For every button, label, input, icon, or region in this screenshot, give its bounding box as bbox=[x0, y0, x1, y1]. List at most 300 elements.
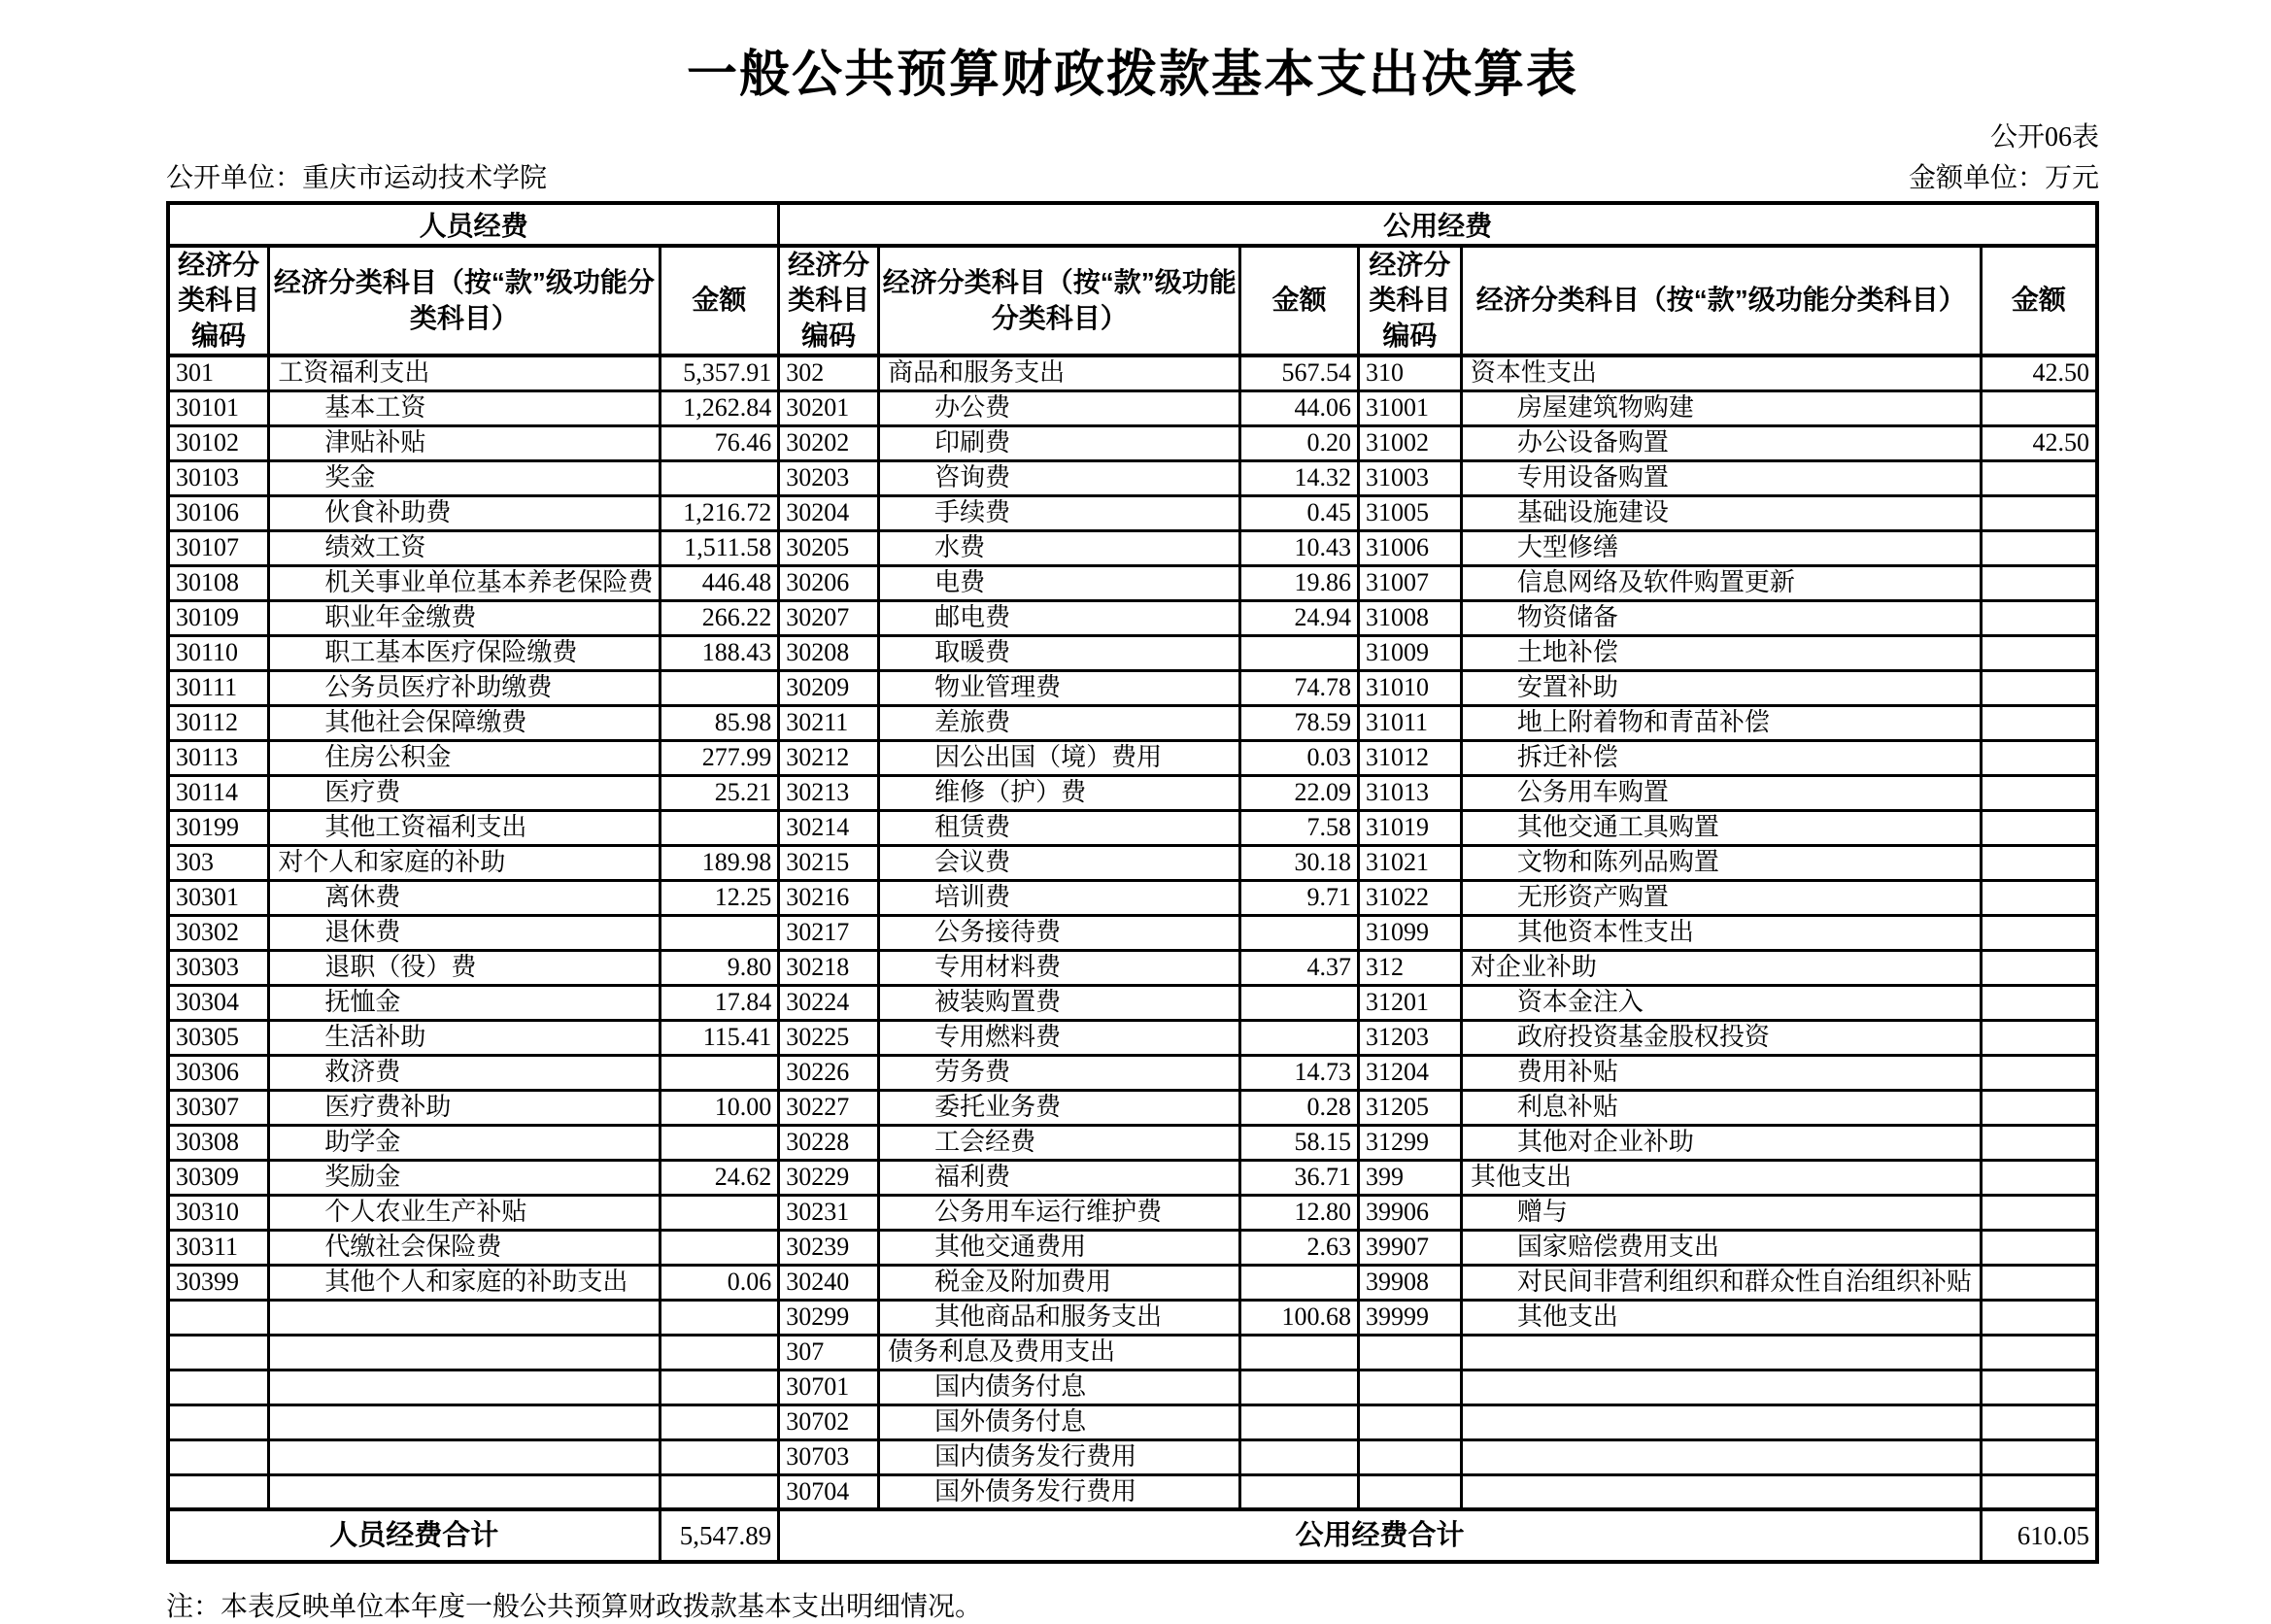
code-cell: 31001 bbox=[1359, 390, 1462, 425]
subject-cell: 维修（护）费 bbox=[879, 775, 1240, 810]
public-total-label: 公用经费合计 bbox=[779, 1509, 1981, 1562]
code-cell: 31021 bbox=[1359, 845, 1462, 880]
code-cell bbox=[1359, 1439, 1462, 1474]
code-cell: 30216 bbox=[779, 880, 879, 915]
col-header-amount-3: 金额 bbox=[1981, 246, 2097, 355]
subject-cell: 其他支出 bbox=[1461, 1160, 1981, 1195]
code-cell: 30227 bbox=[779, 1090, 879, 1125]
code-cell: 31003 bbox=[1359, 460, 1462, 495]
table-row bbox=[168, 1439, 2097, 1474]
code-cell: 30109 bbox=[168, 600, 269, 635]
amount-cell: 2.63 bbox=[1240, 1230, 1359, 1265]
code-cell: 30208 bbox=[779, 635, 879, 670]
subject-cell: 大型修缮 bbox=[1461, 530, 1981, 565]
code-cell: 31006 bbox=[1359, 530, 1462, 565]
subject-cell: 专用燃料费 bbox=[879, 1020, 1240, 1055]
code-cell: 30217 bbox=[779, 915, 879, 950]
subject-cell bbox=[269, 1404, 660, 1439]
subject-cell: 个人农业生产补贴 bbox=[269, 1195, 660, 1230]
code-cell: 31019 bbox=[1359, 810, 1462, 845]
subject-cell: 公务用车购置 bbox=[1461, 775, 1981, 810]
amount-cell bbox=[660, 1404, 779, 1439]
subject-cell: 对个人和家庭的补助 bbox=[269, 845, 660, 880]
code-cell: 30103 bbox=[168, 460, 269, 495]
code-cell: 31002 bbox=[1359, 425, 1462, 460]
amount-cell: 0.06 bbox=[660, 1265, 779, 1300]
code-cell: 30240 bbox=[779, 1265, 879, 1300]
amount-cell: 85.98 bbox=[660, 705, 779, 740]
code-cell: 30101 bbox=[168, 390, 269, 425]
code-cell bbox=[1359, 1404, 1462, 1439]
code-cell: 30218 bbox=[779, 950, 879, 985]
table-row bbox=[168, 670, 2097, 705]
amount-cell bbox=[1981, 1370, 2097, 1404]
amount-cell: 9.80 bbox=[660, 950, 779, 985]
subject-cell: 电费 bbox=[879, 565, 1240, 600]
subject-cell: 住房公积金 bbox=[269, 740, 660, 775]
report-sheet bbox=[166, 0, 2099, 1624]
amount-cell: 0.20 bbox=[1240, 425, 1359, 460]
amount-cell: 4.37 bbox=[1240, 950, 1359, 985]
code-cell: 39906 bbox=[1359, 1195, 1462, 1230]
public-total-amount: 610.05 bbox=[1981, 1509, 2097, 1562]
expenditure-table bbox=[166, 201, 2099, 1564]
subject-cell: 委托业务费 bbox=[879, 1090, 1240, 1125]
amount-cell bbox=[1240, 1404, 1359, 1439]
code-cell: 31012 bbox=[1359, 740, 1462, 775]
subject-cell: 政府投资基金股权投资 bbox=[1461, 1020, 1981, 1055]
amount-cell: 266.22 bbox=[660, 600, 779, 635]
subject-cell: 赠与 bbox=[1461, 1195, 1981, 1230]
amount-cell bbox=[1981, 985, 2097, 1020]
code-cell: 30213 bbox=[779, 775, 879, 810]
code-cell: 307 bbox=[779, 1335, 879, 1370]
code-cell: 31201 bbox=[1359, 985, 1462, 1020]
amount-cell bbox=[1981, 1160, 2097, 1195]
subject-cell bbox=[269, 1474, 660, 1509]
table-number: 公开06表 bbox=[1989, 122, 2099, 152]
code-cell: 30306 bbox=[168, 1055, 269, 1090]
subject-cell: 国内债务付息 bbox=[879, 1370, 1240, 1404]
subject-cell: 其他工资福利支出 bbox=[269, 810, 660, 845]
amount-cell bbox=[1240, 915, 1359, 950]
amount-cell bbox=[1981, 1055, 2097, 1090]
table-row bbox=[168, 1090, 2097, 1125]
code-cell: 30305 bbox=[168, 1020, 269, 1055]
table-row bbox=[168, 1020, 2097, 1055]
subject-cell bbox=[1461, 1370, 1981, 1404]
subject-cell: 劳务费 bbox=[879, 1055, 1240, 1090]
amount-cell: 24.94 bbox=[1240, 600, 1359, 635]
code-cell: 30108 bbox=[168, 565, 269, 600]
subject-cell: 国外债务付息 bbox=[879, 1404, 1240, 1439]
subject-cell: 公务接待费 bbox=[879, 915, 1240, 950]
code-cell: 30206 bbox=[779, 565, 879, 600]
code-cell: 30112 bbox=[168, 705, 269, 740]
amount-cell: 446.48 bbox=[660, 565, 779, 600]
total-row bbox=[168, 1509, 2097, 1562]
subject-cell: 利息补贴 bbox=[1461, 1090, 1981, 1125]
amount-cell: 0.45 bbox=[1240, 495, 1359, 530]
table-row bbox=[168, 495, 2097, 530]
meta-row bbox=[166, 156, 2099, 195]
subject-cell: 国外债务发行费用 bbox=[879, 1474, 1240, 1509]
code-cell bbox=[168, 1300, 269, 1335]
amount-cell bbox=[660, 1474, 779, 1509]
code-cell: 30304 bbox=[168, 985, 269, 1020]
amount-cell: 277.99 bbox=[660, 740, 779, 775]
amount-cell bbox=[660, 670, 779, 705]
code-cell: 30239 bbox=[779, 1230, 879, 1265]
table-row bbox=[168, 950, 2097, 985]
subject-cell: 资本金注入 bbox=[1461, 985, 1981, 1020]
subject-cell bbox=[1461, 1439, 1981, 1474]
amount-cell: 42.50 bbox=[1981, 425, 2097, 460]
subject-cell: 离休费 bbox=[269, 880, 660, 915]
subject-cell: 办公费 bbox=[879, 390, 1240, 425]
subject-cell: 土地补偿 bbox=[1461, 635, 1981, 670]
amount-cell: 42.50 bbox=[1981, 355, 2097, 390]
amount-cell bbox=[660, 915, 779, 950]
amount-cell: 78.59 bbox=[1240, 705, 1359, 740]
amount-cell bbox=[1240, 1335, 1359, 1370]
col-header-amount-2: 金额 bbox=[1240, 246, 1359, 355]
table-row bbox=[168, 775, 2097, 810]
subject-cell: 其他社会保障缴费 bbox=[269, 705, 660, 740]
code-cell: 303 bbox=[168, 845, 269, 880]
amount-cell: 1,511.58 bbox=[660, 530, 779, 565]
subject-cell: 代缴社会保险费 bbox=[269, 1230, 660, 1265]
subject-cell: 其他交通工具购置 bbox=[1461, 810, 1981, 845]
subject-cell: 其他个人和家庭的补助支出 bbox=[269, 1265, 660, 1300]
amount-cell: 0.03 bbox=[1240, 740, 1359, 775]
amount-cell: 188.43 bbox=[660, 635, 779, 670]
code-cell: 30211 bbox=[779, 705, 879, 740]
subject-cell: 手续费 bbox=[879, 495, 1240, 530]
table-row bbox=[168, 1195, 2097, 1230]
code-cell bbox=[168, 1370, 269, 1404]
code-cell: 30205 bbox=[779, 530, 879, 565]
amount-cell bbox=[1981, 390, 2097, 425]
subject-cell: 其他交通费用 bbox=[879, 1230, 1240, 1265]
subject-cell: 退休费 bbox=[269, 915, 660, 950]
code-cell: 30102 bbox=[168, 425, 269, 460]
amount-cell bbox=[1240, 1020, 1359, 1055]
col-header-amount-1: 金额 bbox=[660, 246, 779, 355]
code-cell: 30203 bbox=[779, 460, 879, 495]
code-cell: 30701 bbox=[779, 1370, 879, 1404]
subject-cell: 绩效工资 bbox=[269, 530, 660, 565]
column-header-row bbox=[168, 246, 2097, 355]
table-row bbox=[168, 1265, 2097, 1300]
code-cell bbox=[168, 1404, 269, 1439]
subject-cell: 因公出国（境）费用 bbox=[879, 740, 1240, 775]
code-cell: 30303 bbox=[168, 950, 269, 985]
subject-cell: 办公设备购置 bbox=[1461, 425, 1981, 460]
amount-cell bbox=[1981, 810, 2097, 845]
subject-cell: 职业年金缴费 bbox=[269, 600, 660, 635]
code-cell: 30704 bbox=[779, 1474, 879, 1509]
table-row bbox=[168, 1160, 2097, 1195]
amount-cell bbox=[1240, 1474, 1359, 1509]
amount-cell bbox=[660, 1125, 779, 1160]
table-row bbox=[168, 1370, 2097, 1404]
code-cell: 30399 bbox=[168, 1265, 269, 1300]
subject-cell: 资本性支出 bbox=[1461, 355, 1981, 390]
amount-cell: 567.54 bbox=[1240, 355, 1359, 390]
amount-cell bbox=[1981, 880, 2097, 915]
amount-cell bbox=[1981, 670, 2097, 705]
code-cell: 30224 bbox=[779, 985, 879, 1020]
amount-cell bbox=[1981, 845, 2097, 880]
subject-cell: 医疗费补助 bbox=[269, 1090, 660, 1125]
subject-cell: 公务用车运行维护费 bbox=[879, 1195, 1240, 1230]
amount-cell bbox=[660, 1439, 779, 1474]
subject-cell: 其他对企业补助 bbox=[1461, 1125, 1981, 1160]
table-row bbox=[168, 1300, 2097, 1335]
code-cell: 30209 bbox=[779, 670, 879, 705]
amount-cell: 17.84 bbox=[660, 985, 779, 1020]
code-cell: 30229 bbox=[779, 1160, 879, 1195]
code-cell: 399 bbox=[1359, 1160, 1462, 1195]
amount-cell: 9.71 bbox=[1240, 880, 1359, 915]
amount-cell: 12.25 bbox=[660, 880, 779, 915]
subject-cell: 抚恤金 bbox=[269, 985, 660, 1020]
amount-cell: 5,357.91 bbox=[660, 355, 779, 390]
table-row bbox=[168, 565, 2097, 600]
table-body bbox=[168, 355, 2097, 1509]
amount-cell bbox=[660, 1230, 779, 1265]
subject-cell: 印刷费 bbox=[879, 425, 1240, 460]
amount-cell bbox=[1981, 915, 2097, 950]
subject-cell: 其他资本性支出 bbox=[1461, 915, 1981, 950]
table-row bbox=[168, 425, 2097, 460]
subject-cell: 地上附着物和青苗补偿 bbox=[1461, 705, 1981, 740]
code-cell: 301 bbox=[168, 355, 269, 390]
subject-cell: 其他支出 bbox=[1461, 1300, 1981, 1335]
amount-cell bbox=[1981, 460, 2097, 495]
subject-cell: 邮电费 bbox=[879, 600, 1240, 635]
code-cell: 30201 bbox=[779, 390, 879, 425]
subject-cell bbox=[269, 1370, 660, 1404]
footnote: 注：本表反映单位本年度一般公共预算财政拨款基本支出明细情况。 bbox=[166, 1592, 983, 1623]
amount-cell bbox=[660, 1195, 779, 1230]
amount-cell bbox=[1240, 1439, 1359, 1474]
amount-cell bbox=[660, 1300, 779, 1335]
code-cell: 30309 bbox=[168, 1160, 269, 1195]
subject-cell: 生活补助 bbox=[269, 1020, 660, 1055]
amount-cell: 10.43 bbox=[1240, 530, 1359, 565]
amount-cell: 7.58 bbox=[1240, 810, 1359, 845]
amount-cell bbox=[1981, 705, 2097, 740]
subject-cell: 对民间非营利组织和群众性自治组织补贴 bbox=[1461, 1265, 1981, 1300]
subject-cell: 公务员医疗补助缴费 bbox=[269, 670, 660, 705]
table-row bbox=[168, 390, 2097, 425]
amount-cell: 24.62 bbox=[660, 1160, 779, 1195]
page-title: 一般公共预算财政拨款基本支出决算表 bbox=[686, 47, 1578, 103]
subject-cell: 奖金 bbox=[269, 460, 660, 495]
subject-cell: 工会经费 bbox=[879, 1125, 1240, 1160]
code-cell: 30299 bbox=[779, 1300, 879, 1335]
amount-cell: 100.68 bbox=[1240, 1300, 1359, 1335]
subject-cell: 医疗费 bbox=[269, 775, 660, 810]
section-header-row bbox=[168, 203, 2097, 246]
subject-cell bbox=[1461, 1474, 1981, 1509]
amount-unit: 金额单位：万元 bbox=[1908, 163, 2099, 193]
table-row bbox=[168, 985, 2097, 1020]
code-cell: 30110 bbox=[168, 635, 269, 670]
code-cell: 31204 bbox=[1359, 1055, 1462, 1090]
subject-cell: 基础设施建设 bbox=[1461, 495, 1981, 530]
table-row bbox=[168, 1404, 2097, 1439]
subject-cell: 税金及附加费用 bbox=[879, 1265, 1240, 1300]
subject-cell: 信息网络及软件购置更新 bbox=[1461, 565, 1981, 600]
amount-cell: 44.06 bbox=[1240, 390, 1359, 425]
amount-cell: 36.71 bbox=[1240, 1160, 1359, 1195]
subject-cell bbox=[1461, 1404, 1981, 1439]
table-row bbox=[168, 810, 2097, 845]
amount-cell: 76.46 bbox=[660, 425, 779, 460]
code-cell: 30302 bbox=[168, 915, 269, 950]
amount-cell bbox=[1981, 1474, 2097, 1509]
code-cell bbox=[168, 1474, 269, 1509]
subject-cell: 培训费 bbox=[879, 880, 1240, 915]
code-cell: 31299 bbox=[1359, 1125, 1462, 1160]
code-cell: 30113 bbox=[168, 740, 269, 775]
code-cell: 30301 bbox=[168, 880, 269, 915]
subject-cell bbox=[1461, 1335, 1981, 1370]
subject-cell: 伙食补助费 bbox=[269, 495, 660, 530]
code-cell: 31099 bbox=[1359, 915, 1462, 950]
code-cell: 30199 bbox=[168, 810, 269, 845]
code-cell: 30702 bbox=[779, 1404, 879, 1439]
amount-cell: 12.80 bbox=[1240, 1195, 1359, 1230]
subject-cell: 商品和服务支出 bbox=[879, 355, 1240, 390]
amount-cell: 58.15 bbox=[1240, 1125, 1359, 1160]
code-cell: 30308 bbox=[168, 1125, 269, 1160]
code-cell: 30703 bbox=[779, 1439, 879, 1474]
code-cell bbox=[168, 1335, 269, 1370]
subject-cell: 专用设备购置 bbox=[1461, 460, 1981, 495]
code-cell: 31008 bbox=[1359, 600, 1462, 635]
table-row bbox=[168, 1125, 2097, 1160]
disclosing-unit: 公开单位：重庆市运动技术学院 bbox=[166, 163, 548, 193]
subject-cell: 基本工资 bbox=[269, 390, 660, 425]
amount-cell: 115.41 bbox=[660, 1020, 779, 1055]
code-cell: 31010 bbox=[1359, 670, 1462, 705]
code-cell: 30307 bbox=[168, 1090, 269, 1125]
amount-cell: 22.09 bbox=[1240, 775, 1359, 810]
code-cell: 312 bbox=[1359, 950, 1462, 985]
subject-cell: 物业管理费 bbox=[879, 670, 1240, 705]
amount-cell bbox=[1981, 775, 2097, 810]
table-row bbox=[168, 530, 2097, 565]
code-cell: 31011 bbox=[1359, 705, 1462, 740]
subject-cell bbox=[269, 1335, 660, 1370]
amount-cell bbox=[1981, 1125, 2097, 1160]
code-cell: 30214 bbox=[779, 810, 879, 845]
amount-cell bbox=[1240, 1265, 1359, 1300]
amount-cell bbox=[1981, 1090, 2097, 1125]
table-row bbox=[168, 1335, 2097, 1370]
code-cell: 30310 bbox=[168, 1195, 269, 1230]
code-cell bbox=[1359, 1335, 1462, 1370]
code-cell: 30111 bbox=[168, 670, 269, 705]
subject-cell: 文物和陈列品购置 bbox=[1461, 845, 1981, 880]
subject-cell: 助学金 bbox=[269, 1125, 660, 1160]
subject-cell: 救济费 bbox=[269, 1055, 660, 1090]
col-header-subject-3: 经济分类科目（按“款”级功能分类科目） bbox=[1461, 246, 1981, 355]
amount-cell bbox=[1981, 950, 2097, 985]
amount-cell bbox=[1981, 1335, 2097, 1370]
col-header-code-3: 经济分类科目编码 bbox=[1359, 246, 1462, 355]
table-row bbox=[168, 740, 2097, 775]
subject-cell: 差旅费 bbox=[879, 705, 1240, 740]
subject-cell: 拆迁补偿 bbox=[1461, 740, 1981, 775]
amount-cell bbox=[1240, 1370, 1359, 1404]
table-row bbox=[168, 355, 2097, 390]
amount-cell: 25.21 bbox=[660, 775, 779, 810]
subject-cell bbox=[269, 1439, 660, 1474]
amount-cell bbox=[1981, 600, 2097, 635]
personnel-total-label: 人员经费合计 bbox=[168, 1509, 660, 1562]
code-cell: 30226 bbox=[779, 1055, 879, 1090]
amount-cell bbox=[1981, 1230, 2097, 1265]
table-row bbox=[168, 880, 2097, 915]
amount-cell bbox=[1240, 985, 1359, 1020]
amount-cell bbox=[1981, 740, 2097, 775]
code-cell: 31005 bbox=[1359, 495, 1462, 530]
amount-cell bbox=[1981, 1439, 2097, 1474]
subject-cell: 安置补助 bbox=[1461, 670, 1981, 705]
amount-cell: 0.28 bbox=[1240, 1090, 1359, 1125]
amount-cell: 1,216.72 bbox=[660, 495, 779, 530]
amount-cell bbox=[1981, 565, 2097, 600]
table-row bbox=[168, 705, 2097, 740]
code-cell: 30311 bbox=[168, 1230, 269, 1265]
subject-cell: 国家赔偿费用支出 bbox=[1461, 1230, 1981, 1265]
amount-cell bbox=[1981, 1265, 2097, 1300]
subject-cell: 津贴补贴 bbox=[269, 425, 660, 460]
amount-cell bbox=[1240, 635, 1359, 670]
code-cell: 30215 bbox=[779, 845, 879, 880]
code-cell: 30228 bbox=[779, 1125, 879, 1160]
amount-cell bbox=[660, 1335, 779, 1370]
subject-cell: 奖励金 bbox=[269, 1160, 660, 1195]
amount-cell bbox=[1981, 530, 2097, 565]
amount-cell bbox=[660, 810, 779, 845]
amount-cell: 19.86 bbox=[1240, 565, 1359, 600]
code-cell: 302 bbox=[779, 355, 879, 390]
amount-cell: 14.73 bbox=[1240, 1055, 1359, 1090]
code-cell: 39907 bbox=[1359, 1230, 1462, 1265]
code-cell bbox=[1359, 1474, 1462, 1509]
code-cell: 30204 bbox=[779, 495, 879, 530]
subject-cell: 债务利息及费用支出 bbox=[879, 1335, 1240, 1370]
code-cell: 39908 bbox=[1359, 1265, 1462, 1300]
amount-cell bbox=[1981, 495, 2097, 530]
amount-cell: 189.98 bbox=[660, 845, 779, 880]
code-cell: 31013 bbox=[1359, 775, 1462, 810]
subject-cell: 咨询费 bbox=[879, 460, 1240, 495]
code-cell: 30202 bbox=[779, 425, 879, 460]
subject-cell bbox=[269, 1300, 660, 1335]
amount-cell bbox=[1981, 1300, 2097, 1335]
code-cell: 30212 bbox=[779, 740, 879, 775]
subject-cell: 物资储备 bbox=[1461, 600, 1981, 635]
table-row bbox=[168, 635, 2097, 670]
amount-cell bbox=[1981, 1404, 2097, 1439]
